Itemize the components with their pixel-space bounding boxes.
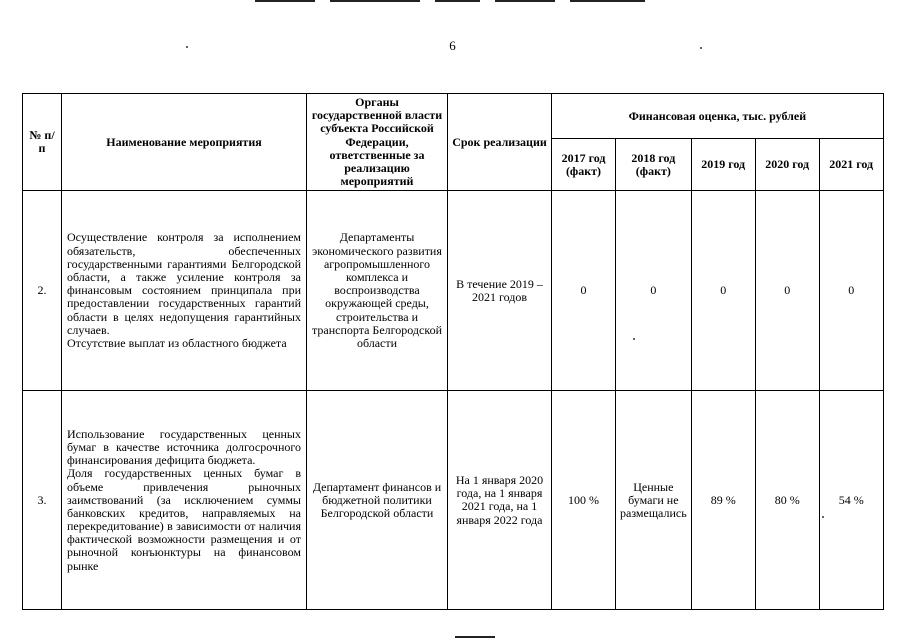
header-row: [23, 94, 884, 139]
row-name-paragraph: Отсутствие выплат из областного бюджета: [67, 335, 287, 350]
header-num: № п/п: [23, 94, 62, 191]
row-2017: 100 %: [552, 391, 616, 610]
row-2019: 89 %: [691, 391, 755, 610]
row-organs: Департамент финансов и бюджетной политики Белгородской области: [307, 391, 448, 610]
row-name: [62, 391, 307, 610]
row-2018: Ценные бумаги не размещались: [616, 391, 692, 610]
row-num: 3.: [23, 391, 62, 610]
row-2019: 0: [691, 191, 755, 391]
row-term: На 1 января 2020 года, на 1 января 2021 года, на 1 января 2022 года: [448, 391, 552, 610]
row-2021: 54 %: [819, 391, 883, 610]
row-term: В течение 2019 – 2021 годов: [448, 191, 552, 391]
scan-artifact-top: [495, 0, 555, 2]
header-2021: 2021 год: [819, 139, 883, 191]
header-term: Срок реализации: [448, 94, 552, 191]
row-num: 2.: [23, 191, 62, 391]
scan-artifact-top: [255, 0, 315, 2]
row-2017: 0: [552, 191, 616, 391]
table-row: [23, 191, 884, 391]
row-name-paragraph: Использование государственных ценных бумаг в качестве источника долгосрочного финансирования дефицита бюджета.: [67, 426, 301, 468]
header-2020: 2020 год: [755, 139, 819, 191]
scan-artifact-top: [570, 0, 645, 2]
header-organs: Органы государственной власти субъекта Российской Федерации, ответственные за реализацию мероприятий: [307, 94, 448, 191]
page-number: 6: [449, 38, 456, 53]
row-2020: 0: [755, 191, 819, 391]
header-finance: Финансовая оценка, тыс. рублей: [552, 94, 884, 139]
row-name-paragraph: Доля государственных ценных бумаг в объеме привлечения рыночных заимствований (за исключением суммы банковских кредитов, направляемых на перекредитование) в зависимости от наличия фактической возможности размещения и от рыночной конъюнктуры на финансовом рынке: [67, 466, 301, 573]
row-2018: 0: [616, 191, 692, 391]
scan-artifact-top: [435, 0, 480, 2]
table-row: [23, 391, 884, 610]
row-2021: 0: [819, 191, 883, 391]
scan-artifact-bottom: [455, 636, 495, 638]
row-organs: Департаменты экономического развития агропромышленного комплекса и воспроизводства окружающей среды, строительства и транспорта Белгородской области: [307, 191, 448, 391]
header-2018: 2018 год (факт): [616, 139, 692, 191]
header-2019: 2019 год: [691, 139, 755, 191]
measures-table: [22, 93, 884, 610]
scan-artifact-top: [330, 0, 420, 2]
row-name-paragraph: Осуществление контроля за исполнением обязательств, обеспеченных государственными гарантиями Белгородской области, а также усиление контроля за финансовым состоянием принципала при предоставлении государственных гарантий области в целях недопущения гарантийных случаев.: [67, 230, 301, 337]
header-name: Наименование мероприятия: [62, 94, 307, 191]
row-2020: 80 %: [755, 391, 819, 610]
row-name: [62, 191, 307, 391]
header-2017: 2017 год (факт): [552, 139, 616, 191]
